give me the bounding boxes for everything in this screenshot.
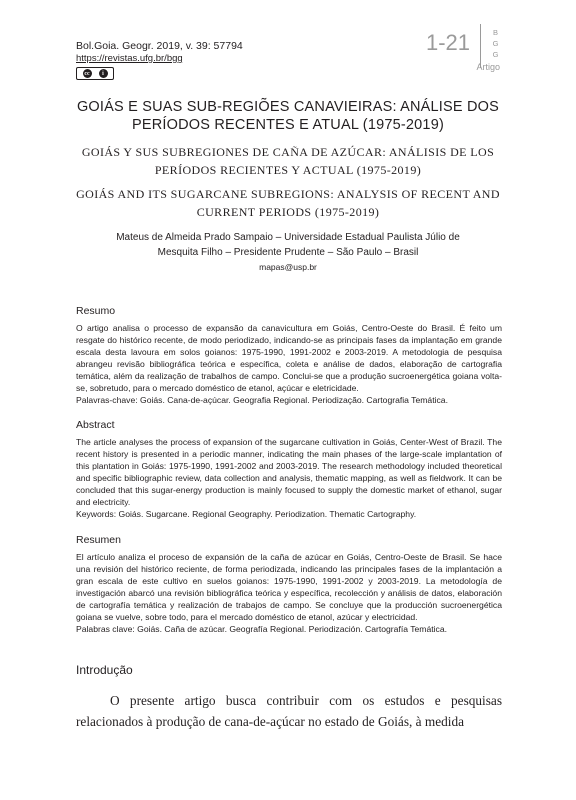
resumo-text: O artigo analisa o processo de expansão da canavicultura em Goiás, Centro-Oeste do Brasil. É feito um resgate do histórico recente, de modo periodizado, indicando-se as principais fases da implantação em grande escala desta lavoura em solos goianos: 1975-1990, 1991-2002 e 2003-2019. A metodologia de pesquisa abrangeu revisão bibliográfica teórica e específica, coleta e análise de dados, elaboração de cartografia temática, além da realização de trabalhos de campo. Conclui-se que a produção sucroenergética goiana volta-se, sobretudo, para o mercado doméstico de etanol, açúcar e eletricidade. — [76, 323, 502, 393]
journal-brand: BGG — [491, 28, 500, 61]
resumo-heading: Resumo — [76, 305, 116, 317]
cc-icon: cc — [84, 70, 90, 77]
page-header — [76, 28, 500, 96]
section-label: Artigo — [476, 62, 500, 72]
abstract-heading: Abstract — [76, 419, 115, 431]
resumen-text: El artículo analiza el proceso de expansión de la caña de azúcar en Goiás, Centro-Oeste de Brasil. Se hace una revisión del histórico reciente, de forma periodizada, indicando las principales fases de la implantación a gran escala de este cultivo en suelos goianos: 1975-1990, 1991-2002 y 2003-2019. La metodología de investigación abarcó una revisión bibliográfica teórica y específica, recolección y análisis de datos, elaboración de cartografía temática y realización de trabajos de campo. Se concluye que la producción sucroenergética goiana se vuelve, sobre todo, para el mercado doméstico de etanol, azúcar y electricidad. — [76, 552, 502, 622]
abstract-keywords: Keywords: Goiás. Sugarcane. Regional Geography. Periodization. Thematic Cartography. — [76, 509, 417, 519]
resumo-body — [76, 322, 502, 406]
introducao-paragraph: O presente artigo busca contribuir com os estudos e pesquisas relacionados à produção de cana-de-açúcar no estado de Goiás, à medida — [76, 693, 502, 729]
resumen-heading: Resumen — [76, 534, 121, 546]
abstract-body — [76, 436, 502, 520]
author-affiliation: Mateus de Almeida Prado Sampaio – Universidade Estadual Paulista Júlio de Mesquita Filho – Presidente Prudente – São Paulo – Brasil — [116, 232, 460, 258]
resumo-keywords: Palavras-chave: Goiás. Cana-de-açúcar. Geografia Regional. Periodização. Cartografia Temática. — [76, 395, 448, 405]
journal-link[interactable]: https://revistas.ufg.br/bgg — [76, 53, 183, 64]
title-spanish: GOIÁS Y SUS SUBREGIONES DE CAÑA DE AZÚCAR: ANÁLISIS DE LOS PERÍODOS RECIENTES Y ACTUAL (1975-2019) — [81, 145, 495, 177]
author-email: mapas@usp.br — [259, 262, 317, 272]
title-portuguese: GOIÁS E SUAS SUB-REGIÕES CANAVIEIRAS: ANÁLISE DOS PERÍODOS RECENTES E ATUAL (1975-2019) — [76, 99, 500, 133]
abstract-text: The article analyses the process of expansion of the sugarcane cultivation in Goiás, Center-West of Brazil. The recent history is presented in a periodic manner, indicating the main phases of the large-scale implantation of this plantation in Goiás: 1975-1990, 1991-2002 and 2003-2019. The research methodology included theoretical and specific bibliographic review, data collection and analysis, thematic mapping, as well as fieldwork. It can be concluded that this sugar-energy production is mainly focused to supply the domestic market of ethanol, sugar and electricity. — [76, 437, 502, 507]
by-icon: i — [99, 69, 108, 78]
journal-citation: Bol.Goia. Geogr. 2019, v. 39: 57794 — [76, 40, 243, 52]
cc-license-badge[interactable] — [76, 67, 114, 80]
introducao-heading: Introdução — [76, 663, 133, 677]
resumen-body — [76, 551, 502, 635]
resumen-keywords: Palabras clave: Goiás. Caña de azúcar. Geografía Regional. Periodización. Cartografía Temática. — [76, 624, 448, 634]
title-english: GOIÁS AND ITS SUGARCANE SUBREGIONS: ANALYSIS OF RECENT AND CURRENT PERIODS (1975-2019) — [76, 187, 500, 219]
page-range: 1-21 — [425, 30, 470, 55]
